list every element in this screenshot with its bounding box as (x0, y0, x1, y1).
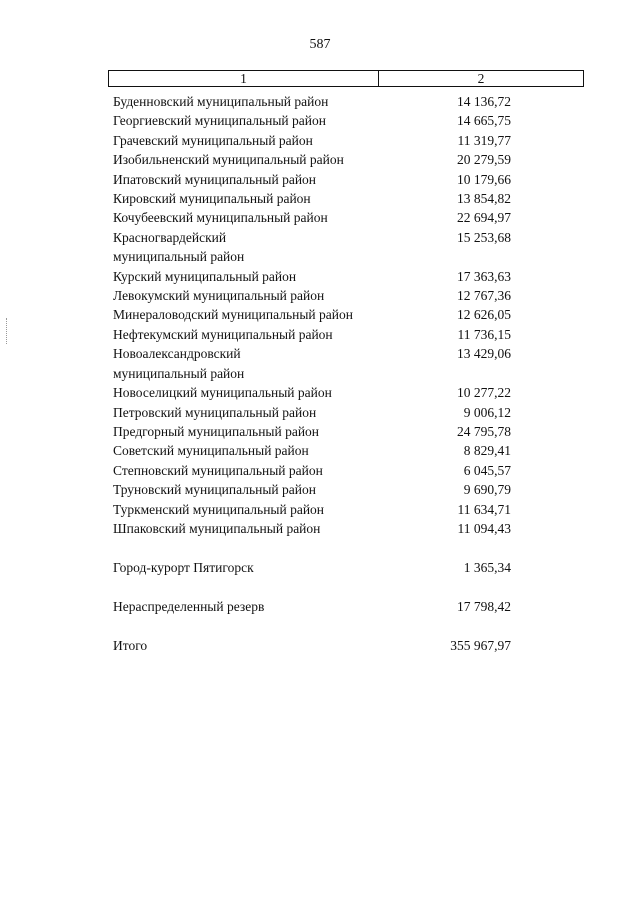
district-amount: 8 829,41 (463, 443, 511, 459)
district-amount: 15 253,68 (457, 229, 511, 245)
table-row (113, 208, 513, 227)
district-amount: 17 363,63 (457, 268, 511, 284)
district-amount: 11 634,71 (457, 501, 511, 517)
total-label: Итого (113, 638, 148, 653)
district-name: Труновский муниципальный район (113, 482, 316, 498)
table-row (113, 325, 513, 344)
district-amount: 13 854,82 (457, 191, 511, 207)
district-name: Новоселицкий муниципальный район (113, 385, 332, 401)
table-row (113, 480, 513, 499)
table-row (113, 422, 513, 441)
district-name: Георгиевский муниципальный район (113, 113, 326, 129)
district-amount: 9 006,12 (463, 404, 511, 420)
reserve-amount: 17 798,42 (457, 599, 511, 614)
district-name: Курский муниципальный район (113, 268, 297, 284)
district-name: Новоалександровский муниципальный район (113, 346, 245, 381)
district-amount: 12 626,05 (457, 307, 511, 323)
pyatigorsk-amount: 1 365,34 (463, 560, 511, 575)
table-row (113, 500, 513, 519)
table-row (113, 286, 513, 305)
table-header (108, 70, 584, 87)
district-amount: 10 179,66 (457, 171, 511, 187)
district-amount: 13 429,06 (457, 346, 511, 362)
district-name: Туркменский муниципальный район (113, 501, 325, 517)
district-name: Изобильненский муниципальный район (113, 152, 344, 168)
column-header-1: 1 (109, 71, 379, 86)
district-name: Кочубеевский муниципальный район (113, 210, 328, 226)
table-row (113, 111, 513, 130)
district-amount: 14 136,72 (457, 94, 511, 109)
table-row (113, 189, 513, 208)
table-row (113, 267, 513, 286)
scan-margin-mark (6, 318, 9, 344)
table-row (113, 519, 513, 538)
page-number: 587 (309, 37, 331, 52)
district-name: Кировский муниципальный район (113, 191, 311, 207)
district-amount: 6 045,57 (463, 462, 511, 478)
table-row (113, 170, 513, 189)
district-name: Петровский муниципальный район (113, 404, 317, 420)
district-name: Советский муниципальный район (113, 443, 309, 459)
table-row (113, 92, 513, 111)
district-name: Шпаковский муниципальный район (113, 520, 321, 536)
district-name: Ипатовский муниципальный район (113, 171, 317, 187)
table-row (113, 131, 513, 150)
total-amount: 355 967,97 (450, 638, 511, 653)
district-name: Левокумский муниципальный район (113, 288, 325, 304)
table-row (113, 344, 513, 383)
district-name: Нефтекумский муниципальный район (113, 326, 333, 342)
district-amount: 12 767,36 (457, 288, 511, 304)
district-amount: 9 690,79 (463, 482, 511, 498)
district-name: Степновский муниципальный район (113, 462, 323, 478)
district-list (113, 92, 513, 538)
pyatigorsk-label: Город-курорт Пятигорск (113, 560, 254, 575)
table-row (113, 403, 513, 422)
district-amount: 20 279,59 (457, 152, 511, 168)
table-row (113, 228, 513, 267)
table-row (113, 461, 513, 480)
district-name: Грачевский муниципальный район (113, 132, 313, 148)
district-amount: 14 665,75 (457, 113, 511, 129)
district-amount: 11 094,43 (457, 520, 511, 536)
district-amount: 24 795,78 (457, 423, 511, 439)
reserve-row (113, 597, 513, 616)
district-name: Красногвардейский муниципальный район (113, 229, 245, 265)
district-amount: 10 277,22 (457, 385, 511, 401)
district-name: Минераловодский муниципальный район (113, 307, 353, 323)
table-row (113, 383, 513, 402)
district-amount: 11 736,15 (457, 326, 511, 342)
column-header-2: 2 (477, 70, 485, 86)
total-row (113, 636, 513, 655)
pyatigorsk-row (113, 558, 513, 577)
district-name: Предгорный муниципальный район (113, 423, 320, 439)
table-row (113, 305, 513, 324)
table-row (113, 150, 513, 169)
district-amount: 22 694,97 (457, 210, 511, 226)
district-name: Буденновский муниципальный район (113, 94, 329, 109)
district-amount: 11 319,77 (457, 132, 511, 148)
reserve-label: Нераспределенный резерв (113, 599, 265, 614)
table-row (113, 441, 513, 460)
